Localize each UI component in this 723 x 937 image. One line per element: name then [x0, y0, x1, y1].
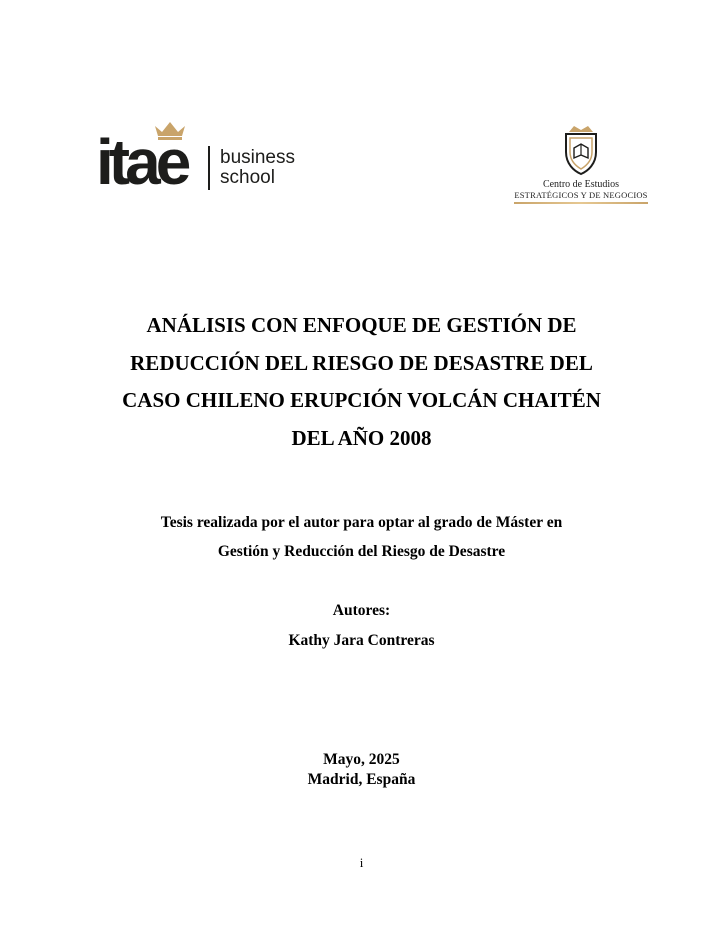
logo-right-line2: ESTRATÉGICOS Y DE NEGOCIOS — [514, 190, 648, 200]
title-line: ANÁLISIS CON ENFOQUE DE GESTIÓN DE — [146, 313, 577, 337]
logo-sub-line1: business — [220, 147, 295, 168]
logo-divider — [208, 146, 210, 190]
title-line: REDUCCIÓN DEL RIESGO DE DESASTRE DEL — [130, 350, 593, 375]
logo-sub-line2: school — [220, 167, 275, 188]
logo-subtext — [220, 148, 295, 188]
thesis-title — [96, 307, 627, 457]
itae-wordmark: itae — [96, 126, 187, 198]
subtitle-line: Gestión y Reducción del Riesgo de Desastre — [217, 543, 506, 560]
subtitle-line: Tesis realizada por el autor para optar al grado de Máster en — [160, 514, 563, 531]
thesis-subtitle — [96, 508, 627, 566]
page-number: i — [359, 855, 364, 870]
centro-estudios-logo — [508, 124, 654, 206]
shield-crest-icon — [561, 124, 601, 176]
title-line: CASO CHILENO ERUPCIÓN VOLCÁN CHAITÉN — [122, 388, 601, 412]
logo-right-line1: Centro de Estudios — [542, 179, 620, 190]
place-text: Madrid, España — [307, 771, 416, 788]
title-line: DEL AÑO 2008 — [291, 425, 432, 450]
date-text: Mayo, 2025 — [323, 751, 400, 768]
authors-label: Autores: — [332, 602, 391, 619]
logo-right-rule — [514, 202, 648, 204]
author-name: Kathy Jara Contreras — [288, 632, 435, 649]
itae-business-school-logo — [96, 120, 311, 198]
